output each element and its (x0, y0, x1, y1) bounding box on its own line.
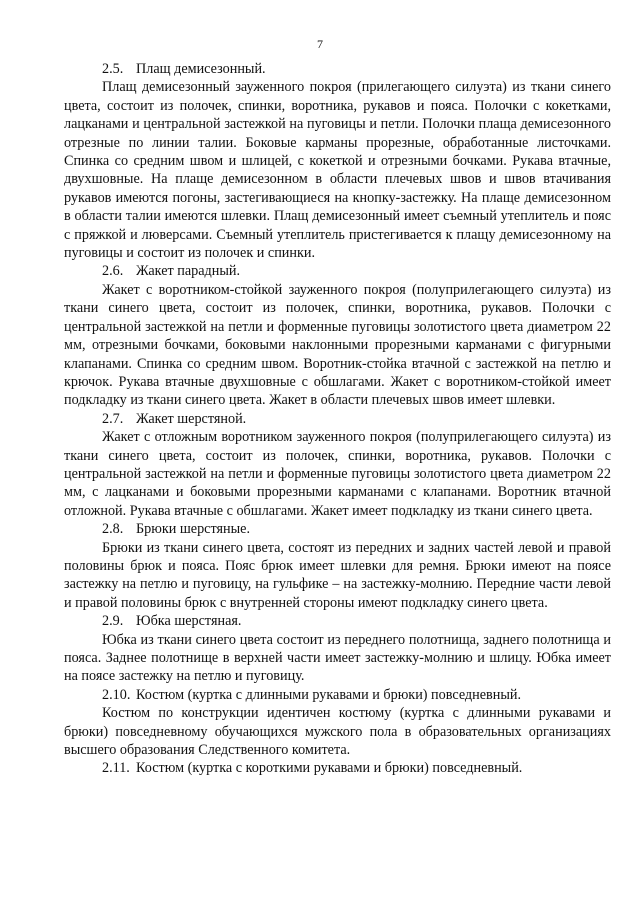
section-heading (64, 60, 611, 78)
section-number: 2.10. (102, 686, 131, 703)
section-number: 2.5. (102, 61, 124, 77)
section-number: 2.9. (102, 613, 124, 630)
section-heading (64, 410, 611, 428)
section-paragraph: Жакет с отложным воротником зауженного покроя (полуприлегающего силуэта) из ткани синего цвета, состоит из полочек, спинки, воротника, рукавов. Полочки с центральной застежкой на петли и форменные пуговицы золотистого цвета диаметром 22 мм, с лацканами и боковыми прорезными карманами с клапанами. Воротник втачной отложной. Рукава втачные с обшлагами. Жакет имеет подкладку из ткани синего цвета. (64, 429, 611, 519)
section-paragraph: Жакет с воротником-стойкой зауженного покроя (полуприлегающего силуэта) из ткани синего цвета, состоит из полочек, спинки, воротника, рукавов. Полочки с центральной застежкой на петли и форменные пуговицы золотистого цвета диаметром 22 мм, отрезными бочками, боковыми наклонными прорезными карманами с фигурными клапанами. Спинка со средним швом. Воротник-стойка втачной с застежкой на петлю и крючок. Рукава втачные двухшовные с обшлагами. Жакет с воротником-стойкой имеет подкладку из ткани синего цвета. Жакет в области плечевых швов имеет шлевки. (64, 281, 611, 409)
section-title: Костюм (куртка с короткими рукавами и брюки) повседневный. (136, 760, 523, 777)
section-paragraph: Юбка из ткани синего цвета состоит из переднего полотнища, заднего полотнища и пояса. Заднее полотнище в верхней части имеет застежку-молнию и шлицу. Юбка имеет на поясе застежку на петлю и пуговицу. (64, 631, 611, 685)
page-number: 7 (317, 37, 323, 51)
section-paragraph: Брюки из ткани синего цвета, состоят из передних и задних частей левой и правой половины брюк и пояса. Пояс брюк имеет шлевки для ремня. Брюки имеют на поясе застежку на петлю и пуговицу, на гульфике – на застежку-молнию. Передние части левой и правой половины брюк с внутренней стороны имеют подкладку синего цвета. (64, 539, 611, 611)
section-heading (64, 262, 611, 280)
section-title: Жакет парадный. (136, 263, 241, 280)
section-heading (64, 520, 611, 538)
section-number: 2.6. (102, 263, 124, 280)
section-title: Юбка шерстяная. (136, 613, 242, 630)
section-heading (64, 686, 611, 704)
section-number: 2.8. (102, 521, 124, 538)
section-number: 2.7. (102, 410, 124, 427)
section-title: Плащ демисезонный. (136, 61, 266, 77)
section-title: Костюм (куртка с длинными рукавами и брюки) повседневный. (136, 686, 522, 703)
section-paragraph: Костюм по конструкции идентичен костюму (куртка с длинными рукавами и брюки) повседневному обучающихся мужского пола в образовательных организациях высшего образования Следственного комитета. (64, 705, 611, 759)
section-title: Жакет шерстяной. (136, 410, 247, 427)
section-heading (64, 759, 611, 777)
section-heading (64, 612, 611, 630)
section-number: 2.11. (102, 760, 130, 777)
document-body (64, 60, 611, 778)
section-title: Брюки шерстяные. (136, 521, 250, 538)
section-paragraph: Плащ демисезонный зауженного покроя (прилегающего силуэта) из ткани синего цвета, состоит из полочек, спинки, воротника, рукавов и пояса. Полочки с кокетками, лацканами и центральной застежкой на пуговицы и петли. Полочки плаща демисезонного отрезные по линии талии. Боковые карманы прорезные, обработанные листочками. Спинка со средним швом и шлицей, с кокеткой и отрезными бочками. Рукава втачные, двухшовные. На плаще демисезонном в области плечевых швов и швов втачивания рукавов имеются погоны, застегивающиеся на кнопку-застежку. На плаще демисезонном в области талии имеются шлевки. Плащ демисезонный имеет съемный утеплитель и пояс с пряжкой и люверсами. Съемный утеплитель пристегивается к плащу демисезонному на пуговицы и состоит из полочек и спинки. (64, 79, 611, 262)
